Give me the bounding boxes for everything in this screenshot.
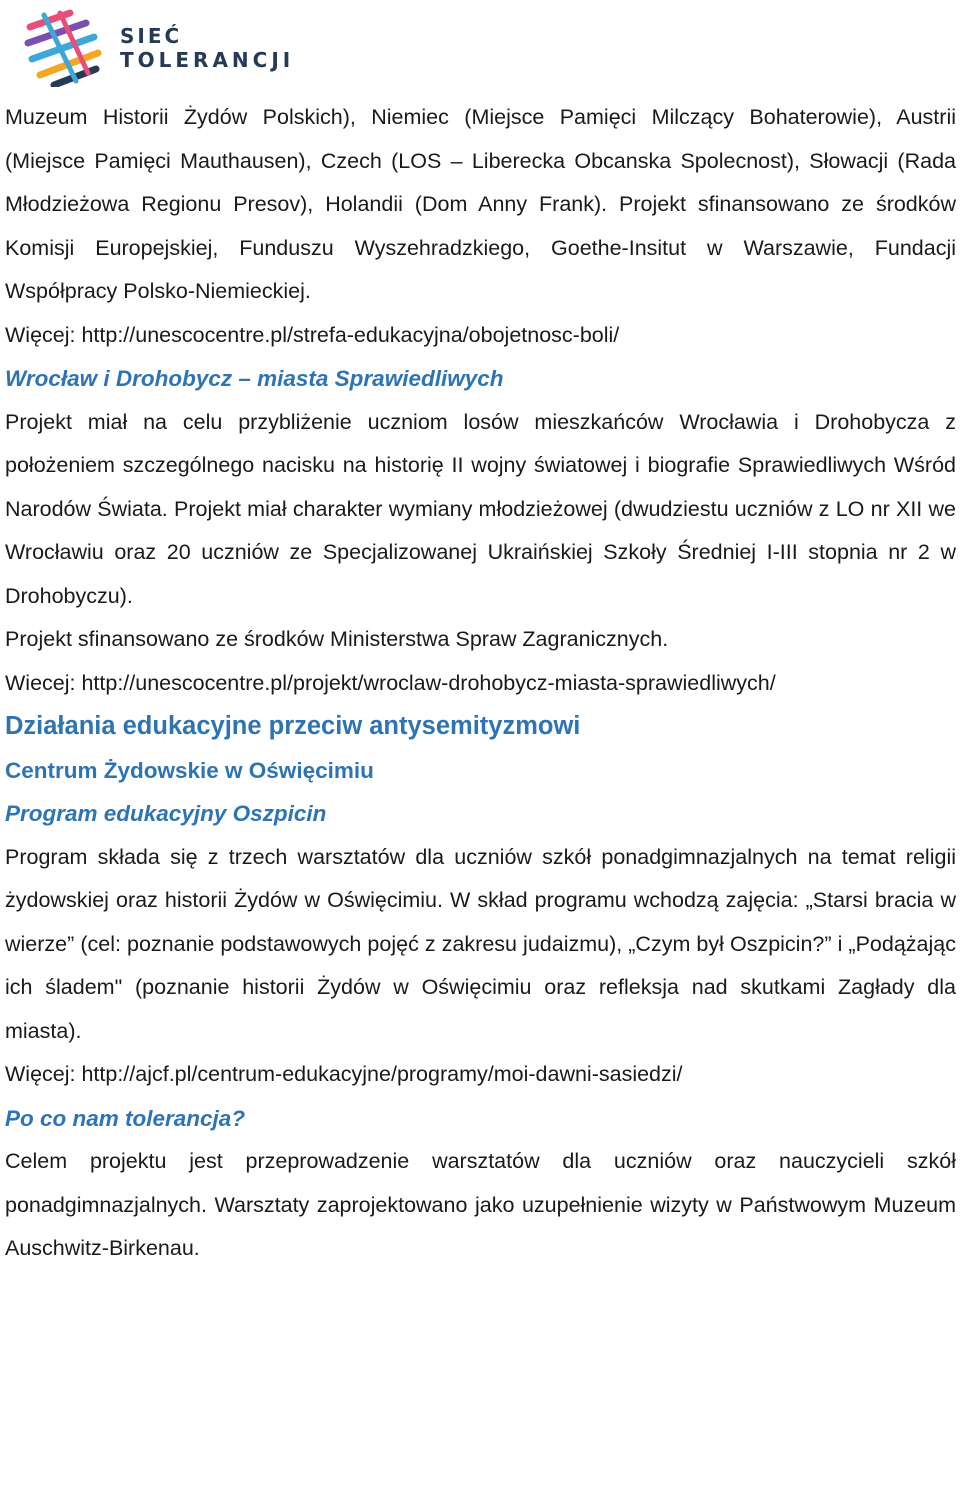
paragraph-oszpicin: Program składa się z trzech warsztatów dla uczniów szkół ponadgimnazjalnych na temat religii żydowskiej oraz historii Żydów w Oświęcimiu. W skład programu wchodzą zajęcia: „Starsi bracia w wierze” (cel: poznanie podstawowych pojęć z zakresu judaizmu), „Czym był Oszpicin?” i „Podążając ich śladem" (poznanie historii Żydów w Oświęcimiu oraz refleksja nad skutkami Zagłady dla miasta). (5, 844, 956, 1043)
paragraph-funding: Projekt sfinansowano ze środków Ministerstwa Spraw Zagranicznych. (5, 627, 669, 651)
logo-line1: SIEĆ (120, 24, 183, 48)
logo-wordmark (120, 24, 294, 72)
heading-oszpicin: Program edukacyjny Oszpicin (5, 801, 327, 826)
more-link-obojetnosc[interactable]: Więcej: http://unescocentre.pl/strefa-edukacyjna/obojetnosc-boli/ (5, 322, 620, 347)
heading-tolerancja: Po co nam tolerancja? (5, 1105, 246, 1131)
logo-mark-icon (24, 9, 102, 87)
more-link-ajcf[interactable]: Więcej: http://ajcf.pl/centrum-edukacyjne/programy/moi-dawni-sasiedzi/ (5, 1062, 683, 1086)
paragraph-partners: Muzeum Historii Żydów Polskich), Niemiec (Miejsce Pamięci Milczący Bohaterowie), Austrii (Miejsce Pamięci Mauthausen), Czech (LOS – Liberecka Obcanska Spolecnost), Słowacji (Rada Młodzieżowa Regionu Presov), Holandii (Dom Anny Frank). Projekt sfinansowano ze środków Komisji Europejskiej, Funduszu Wyszehradzkiego, Goethe-Insitut w Warszawie, Fundacji Współpracy Polsko-Niemieckiej. (5, 105, 956, 303)
logo-line2: TOLERANCJI (120, 48, 295, 72)
heading-wroclaw-drohobycz: Wrocław i Drohobycz – miasta Sprawiedliwych (5, 366, 504, 391)
paragraph-tolerancja: Celem projektu jest przeprowadzenie warsztatów dla uczniów oraz nauczycieli szkół ponadgimnazjalnych. Warsztaty zaprojektowano jako uzupełnienie wizyty w Państwowym Muzeum Auschwitz-Birkenau. (5, 1149, 956, 1260)
more-link-wroclaw[interactable]: Wiecej: http://unescocentre.pl/projekt/wroclaw-drohobycz-miasta-sprawiedliwych/ (5, 670, 776, 695)
paragraph-wroclaw-drohobycz: Projekt miał na celu przybliżenie uczniom losów mieszkańców Wrocławia i Drohobycza z położeniem szczególnego nacisku na historię II wojny światowej i biografie Sprawiedliwych Wśród Narodów Świata. Projekt miał charakter wymiany młodzieżowej (dwudziestu uczniów z LO nr XII we Wrocławiu oraz 20 uczniów ze Specjalizowanej Ukraińskiej Szkoły Średniej I-III stopnia nr 2 w Drohobyczu). (5, 409, 956, 608)
logo (24, 8, 294, 88)
heading-centrum-zydowskie: Centrum Żydowskie w Oświęcimiu (5, 757, 374, 783)
heading-antisemitism: Działania edukacyjne przeciw antysemityzmowi (5, 712, 581, 740)
document-body (5, 96, 956, 1271)
